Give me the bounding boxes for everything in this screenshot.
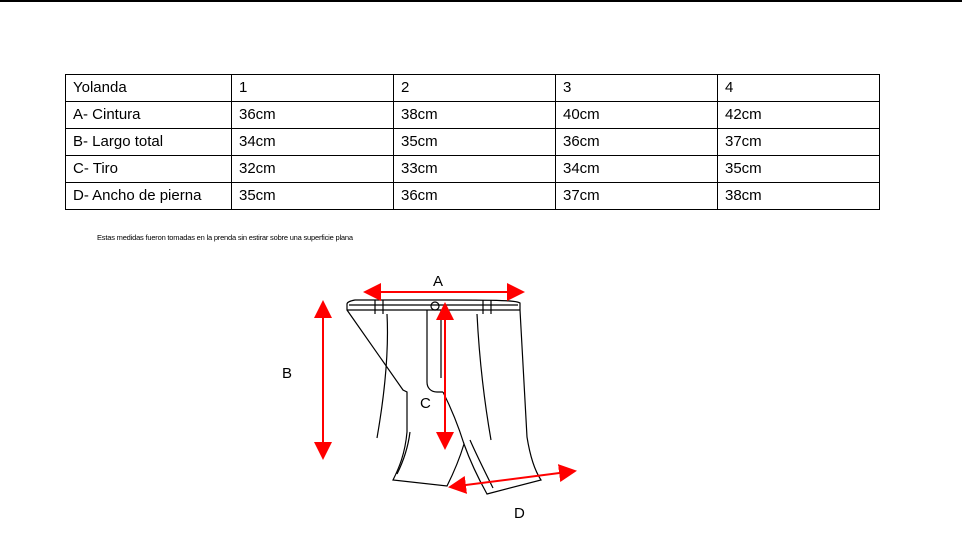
- table-cell: 37cm: [556, 183, 718, 210]
- table-header-cell: 1: [232, 75, 394, 102]
- table-cell: 33cm: [394, 156, 556, 183]
- measurement-note: Estas medidas fueron tomadas en la prenda sin estirar sobre una superficie plana: [97, 233, 353, 242]
- label-b: B: [282, 365, 293, 382]
- table-row: [66, 129, 880, 156]
- table-cell: 36cm: [556, 129, 718, 156]
- garment-diagram: [255, 262, 685, 532]
- arrow-d: [450, 471, 575, 487]
- table-row: [66, 183, 880, 210]
- table-header-row: [66, 75, 880, 102]
- shorts-technical-drawing: [255, 262, 685, 532]
- row-label: B- Largo total: [66, 129, 232, 156]
- table-cell: 40cm: [556, 102, 718, 129]
- table-cell: 37cm: [718, 129, 880, 156]
- table-header-cell: 3: [556, 75, 718, 102]
- table-cell: 36cm: [394, 183, 556, 210]
- row-label: A- Cintura: [66, 102, 232, 129]
- row-label: C- Tiro: [66, 156, 232, 183]
- table-row: [66, 102, 880, 129]
- table-header-cell: 2: [394, 75, 556, 102]
- table-cell: 34cm: [232, 129, 394, 156]
- table-cell: 34cm: [556, 156, 718, 183]
- label-a: A: [433, 273, 444, 290]
- table-cell: 38cm: [718, 183, 880, 210]
- table-row: [66, 156, 880, 183]
- top-divider: [0, 0, 962, 2]
- table-cell: 32cm: [232, 156, 394, 183]
- table-header-cell: 4: [718, 75, 880, 102]
- label-c: C: [420, 395, 431, 412]
- measurement-arrows: [323, 292, 575, 487]
- label-d: D: [514, 505, 525, 522]
- table-cell: 38cm: [394, 102, 556, 129]
- size-chart-table: [65, 74, 880, 210]
- table-cell: 35cm: [718, 156, 880, 183]
- table-header-cell: Yolanda: [66, 75, 232, 102]
- table-cell: 35cm: [394, 129, 556, 156]
- table-cell: 36cm: [232, 102, 394, 129]
- table-cell: 35cm: [232, 183, 394, 210]
- row-label: D- Ancho de pierna: [66, 183, 232, 210]
- table-cell: 42cm: [718, 102, 880, 129]
